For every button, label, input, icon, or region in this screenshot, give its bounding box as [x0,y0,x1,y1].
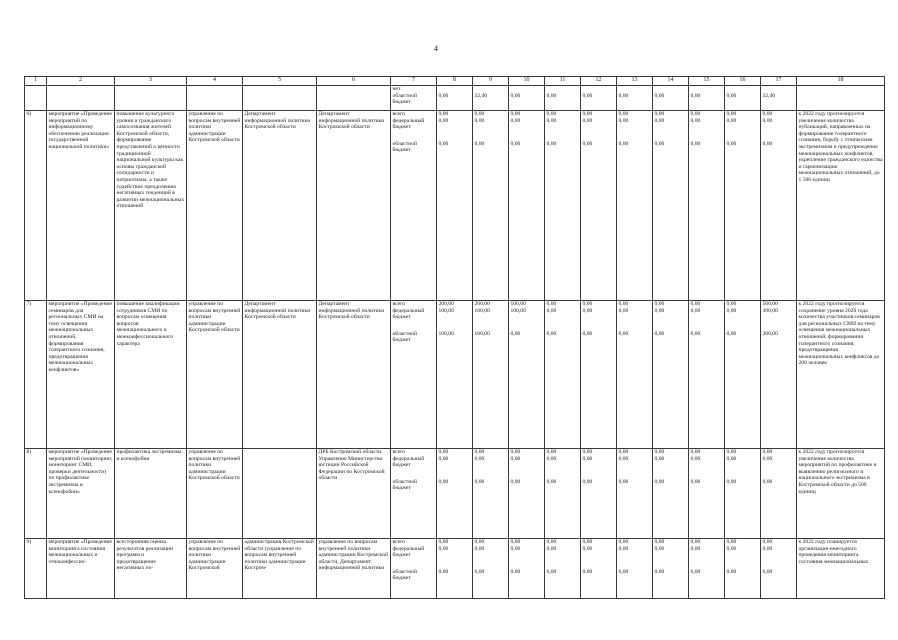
value-column [761,301,797,449]
value-cell: 0,00 [726,92,737,99]
value-cell: 0,00 [726,539,737,545]
value-cell: 0,00 [438,479,449,486]
value-cell: 0,00 [438,92,449,99]
value-cell: 0,00 [762,569,773,576]
value-cell: 0,00 [726,111,737,117]
value-cell: 0,00 [618,111,629,117]
value-cell: 0,00 [510,569,521,576]
source-label: всего [392,539,406,545]
value-column [617,111,653,301]
value-column [473,539,509,599]
value-cell: 0,00 [690,307,701,314]
value-column [437,539,473,599]
source-label: федеральный бюджет [392,307,425,321]
value-cell: 0,00 [726,455,737,462]
funding-sources [391,301,437,449]
event-name: мероприятие «Проведение мероприятий по информационному обеспечению реализации государственной национальной политики» [47,111,115,301]
value-column [545,111,581,301]
continuation-row [25,86,885,111]
value-cell: 0,00 [654,331,665,338]
col-header: 18 [797,77,885,86]
value-cell: 0,00 [690,449,701,455]
col-header: 12 [581,77,617,86]
value-cell: 100,00 [510,307,526,314]
value-cell: 0,00 [474,539,485,545]
value-cell: 100,00 [474,331,490,338]
value-cell: 0,00 [762,141,773,148]
value-cell: 0,00 [690,479,701,486]
funding-sources [391,111,437,301]
value-cell: 0,00 [510,92,521,99]
value-column [473,301,509,449]
value-cell: 0,00 [618,539,629,545]
value-cell: 0,00 [582,141,593,148]
value-cell: 0,00 [654,141,665,148]
value-column [545,449,581,539]
value-cell: 0,00 [654,479,665,486]
value-cell: 0,00 [438,455,449,462]
value-column [437,111,473,301]
expected-result: к 2022 году прогнозируется увеличение количества публикаций, направленных на формирование толерантного сознания, борьбу с этническим экстремизмом и предупреждение межнациональных конфликтов, укрепление гражданского единства и гармонизацию межнациональных отношений, до 1 500 единиц [797,111,885,301]
source-label: федеральный бюджет [392,455,425,469]
value-cell: 0,00 [474,111,485,117]
value-cell: 0,00 [546,545,557,552]
col-header: 2 [47,77,115,86]
value-cell: 0,00 [474,455,485,462]
col-header: 8 [437,77,473,86]
value-cell: 32,40 [762,92,776,99]
value-cell: 100,00 [438,307,454,314]
event-goal: повышение культурного уровня и гражданского самосознания жителей Костромской области, формирование представлений о ценности традиционной национальной культуры как основы гражданской солидарности и патриотизма, а также содействие преодолению негативных тенденций в развитии межнациональных отношений [115,111,187,301]
funding-sources [391,449,437,539]
value-cell: 0,00 [654,545,665,552]
value-cell: 0,00 [726,117,737,124]
col-header: 14 [653,77,689,86]
value-cell: 0,00 [762,111,773,117]
col-header: 5 [243,77,317,86]
value-column [545,301,581,449]
value-cell: 0,00 [726,449,737,455]
value-cell: 0,00 [546,117,557,124]
value-cell: 0,00 [546,301,557,307]
responsible-executor: управление по вопросам внутренней политики администрации Костромской области [187,111,243,301]
source-label: всего [392,111,406,117]
value-column [473,449,509,539]
value-cell: 0,00 [690,569,701,576]
participant: ДРБ Костромской области, Управление Министерства юстиции Российской Федерации по Костромской области [317,449,391,539]
source-label: федеральный бюджет [392,117,425,131]
value-cell: 200,00 [438,301,454,307]
value-cell: 0,00 [618,449,629,455]
value-cell: 0,00 [582,301,593,307]
value-column [725,301,761,449]
value-cell: 0,00 [618,479,629,486]
value-cell: 0,00 [582,569,593,576]
value-column [581,111,617,301]
source-label: федеральный бюджет [392,545,425,559]
value-column [653,539,689,599]
value-column [761,111,797,301]
col-header: 10 [509,77,545,86]
value-cell: 0,00 [510,141,521,148]
value-cell: 0,00 [474,479,485,486]
value-column [653,301,689,449]
value-cell: 500,00 [762,301,778,307]
value-cell: 0,00 [438,545,449,552]
value-cell: 0,00 [654,569,665,576]
event-name: мероприятие «Проведение семинаров для региональных СМИ на тему освещения межнациональных отношений, формирования толерантного сознания, предотвращения межнациональных конфликтов» [47,301,115,449]
value-cell: 100,00 [510,301,526,307]
column-number-row [25,77,885,86]
expected-result: к 2022 году прогнозируется сохранение уровня 2020 года количества участников семинаров для региональных СМИ на тему освещения межнациональных отношений, формирования толерантного сознания, предотвращения межнациональных конфликтов до 200 человек [797,301,885,449]
value-cell: 0,00 [690,331,701,338]
value-cell: 0,00 [546,307,557,314]
value-column [617,301,653,449]
value-cell: 0,00 [690,545,701,552]
value-column [725,539,761,599]
value-cell: 0,00 [690,92,701,99]
value-cell: 0,00 [546,141,557,148]
value-cell: 0,00 [510,331,521,338]
value-cell: 0,00 [510,545,521,552]
value-cell: 0,00 [546,479,557,486]
value-cell: 0,00 [618,92,629,99]
value-cell: 0,00 [582,331,593,338]
value-cell: 0,00 [654,92,665,99]
value-cell: 0,00 [654,117,665,124]
source-label: областной бюджет [392,478,417,492]
value-cell: 0,00 [762,117,773,124]
value-cell: 100,00 [474,307,490,314]
value-cell: 0,00 [762,545,773,552]
value-cell: 0,00 [618,545,629,552]
col-header: 4 [187,77,243,86]
value-cell: 0,00 [618,117,629,124]
value-column [617,539,653,599]
event-goal: профилактика экстремизма и ксенофобии [115,449,187,539]
value-cell: 0,00 [690,455,701,462]
value-cell: 0,00 [726,301,737,307]
value-column [761,539,797,599]
value-cell: 0,00 [438,449,449,455]
co-executor: Департамент информационной политики Костромской области [243,301,317,449]
value-cell: 0,00 [474,117,485,124]
value-cell: 0,00 [546,539,557,545]
value-column [545,539,581,599]
table-row [25,111,885,301]
source-label: областной бюджет [392,92,417,106]
value-column [509,449,545,539]
expected-result: к 2022 году планируется организация ежегодного проведения мониторинга состояния межнациональных [797,539,885,599]
event-goal: всесторонняя оценка результатов реализации программ и предотвращение негативных по- [115,539,187,599]
value-cell: 300,00 [762,307,778,314]
value-column [689,301,725,449]
value-cell: 0,00 [618,307,629,314]
value-cell: 0,00 [582,539,593,545]
value-cell: 0,00 [654,111,665,117]
value-cell: 0,00 [690,117,701,124]
value-cell: 0,00 [690,539,701,545]
value-column [653,449,689,539]
value-cell: 0,00 [438,141,449,148]
source-label: областной бюджет [392,568,417,582]
value-cell: 0,00 [618,301,629,307]
value-column [581,539,617,599]
value-cell: 0,00 [582,92,593,99]
value-column [725,111,761,301]
value-cell: 0,00 [690,301,701,307]
value-cell: 0,00 [726,331,737,338]
value-column [689,539,725,599]
value-cell: 0,00 [546,449,557,455]
value-cell: 0,00 [690,141,701,148]
value-cell: 0,00 [654,455,665,462]
value-cell: 0,00 [762,479,773,486]
value-cell: 0,00 [546,569,557,576]
expected-result: к 2022 году прогнозируется увеличение количества мероприятий по профилактике и выявлению религиозного и национального экстремизма в Костромской области до 500 единиц [797,449,885,539]
value-column [509,301,545,449]
value-column [689,449,725,539]
value-cell: 0,00 [726,479,737,486]
value-cell: 0,00 [582,111,593,117]
value-cell: 0,00 [510,111,521,117]
row-number: 8) [25,449,47,539]
value-column [437,449,473,539]
col-header: 7 [391,77,437,86]
value-cell: 100,00 [438,331,454,338]
value-cell: 0,00 [654,307,665,314]
col-header: 3 [115,77,187,86]
responsible-executor: управление по вопросам внутренней политики администрации Костромской области [187,301,243,449]
value-cell: 0,00 [438,539,449,545]
value-cell: 0,00 [618,569,629,576]
col-header: 11 [545,77,581,86]
value-cell: 200,00 [474,301,490,307]
table-row [25,301,885,449]
row-number: 9) [25,539,47,599]
event-goal: повышение квалификации сотрудников СМИ по вопросам освещения вопросов межнационального и межконфессионального характера [115,301,187,449]
value-cell: 200,00 [762,331,778,338]
value-cell: 0,00 [726,141,737,148]
value-cell: 0,00 [762,539,773,545]
value-cell: 0,00 [762,455,773,462]
responsible-executor: управление по вопросам внутренней политики администрации Костромской области [187,449,243,539]
table-row [25,449,885,539]
value-cell: 0,00 [510,449,521,455]
event-name: мероприятие «Проведение мониторинга состояния межнациональных и этноконфессио- [47,539,115,599]
row-number: 7) [25,301,47,449]
value-column [653,111,689,301]
col-header: 16 [725,77,761,86]
value-column [761,449,797,539]
value-cell: 0,00 [654,539,665,545]
value-column [581,449,617,539]
value-column [509,539,545,599]
value-cell: 0,00 [582,479,593,486]
co-executor [243,449,317,539]
value-cell: 0,00 [546,455,557,462]
value-column [581,301,617,449]
value-cell: 0,00 [546,331,557,338]
source-label: областной бюджет [392,140,417,154]
value-cell: 0,00 [510,455,521,462]
col-header: 9 [473,77,509,86]
col-header: 13 [617,77,653,86]
value-cell: 0,00 [654,449,665,455]
value-cell: 0,00 [618,455,629,462]
value-cell: 0,00 [618,141,629,148]
value-column [473,111,509,301]
col-header: 1 [25,77,47,86]
value-cell: 0,00 [618,331,629,338]
value-cell: 0,00 [546,111,557,117]
value-column [437,301,473,449]
value-cell: 32,40 [474,92,488,99]
col-header: 6 [317,77,391,86]
value-cell: 0,00 [474,545,485,552]
funding-sources [391,539,437,599]
co-executor: администрация Костромской области (управление по вопросам внутренней политики администрации Костром- [243,539,317,599]
value-cell: 0,00 [582,307,593,314]
participant: Департамент информационной политики Костромской области [317,301,391,449]
responsible-executor: управление по вопросам внутренней политики администрации Костромской [187,539,243,599]
value-cell: 0,00 [474,569,485,576]
source-label: нет [392,86,401,92]
value-cell: 0,00 [510,479,521,486]
participant: Департамент информационной политики Костромской области [317,111,391,301]
page-number: 4 [434,44,438,53]
row-number: 6) [25,111,47,301]
value-cell: 0,00 [438,569,449,576]
value-cell: 0,00 [438,111,449,117]
col-header: 15 [689,77,725,86]
value-cell: 0,00 [726,307,737,314]
value-cell: 0,00 [582,117,593,124]
source-label: всего [392,449,406,455]
value-cell: 0,00 [510,117,521,124]
value-column [689,111,725,301]
value-cell: 0,00 [474,141,485,148]
value-cell: 0,00 [474,449,485,455]
col-header: 17 [761,77,797,86]
value-cell: 0,00 [654,301,665,307]
program-table [24,76,885,599]
value-cell: 0,00 [546,92,557,99]
source-label: областной бюджет [392,330,417,344]
value-cell: 0,00 [726,569,737,576]
value-column [617,449,653,539]
value-cell: 0,00 [726,545,737,552]
value-cell: 0,00 [582,455,593,462]
value-cell: 0,00 [438,117,449,124]
value-cell: 0,00 [510,539,521,545]
co-executor: Департамент информационной политики Костромской области [243,111,317,301]
source-label: всего [392,301,406,307]
event-name: мероприятие «Проведение мероприятий (мониторинг, мониторинг СМИ, проверки деятельности) по профилактике экстремизма и ксенофобии» [47,449,115,539]
value-cell: 0,00 [582,545,593,552]
table-row [25,539,885,599]
value-cell: 0,00 [582,449,593,455]
value-cell: 0,00 [690,111,701,117]
value-column [509,111,545,301]
value-column [725,449,761,539]
participant: управление по вопросам внутренней политики администрации Костромской области, Департамент информационной политики [317,539,391,599]
value-cell: 0,00 [762,449,773,455]
